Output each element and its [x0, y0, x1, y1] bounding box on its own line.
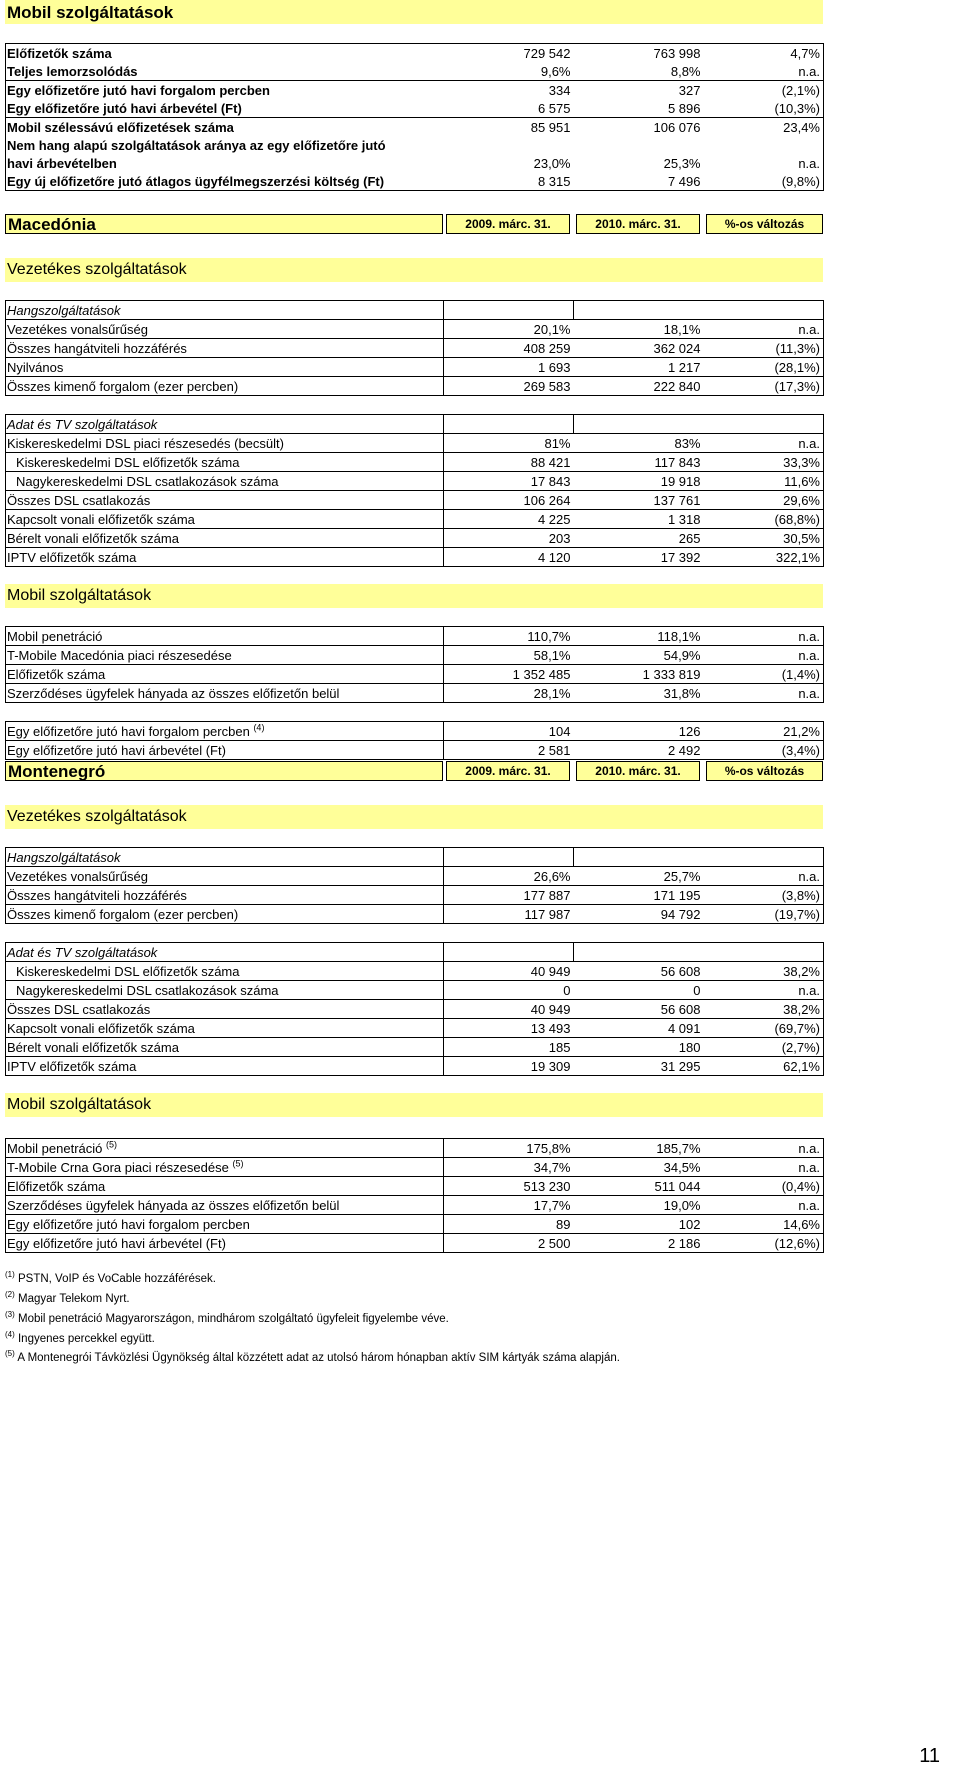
- table-row: Összes hangátviteli hozzáférés 408 259 362 024 (11,3%): [6, 339, 824, 358]
- footnote: $^{(2)}$ Magyar Telekom Nyrt.: [5, 1290, 130, 1305]
- table-row: T-Mobile Crna Gora piaci részesedése $^{(5)}$ 34,7% 34,5% n.a.: [6, 1158, 824, 1177]
- me-mobile-table: [5, 1138, 824, 1253]
- table-row: Kapcsolt vonali előfizetők száma 13 493 4 091 (69,7%): [6, 1019, 824, 1038]
- table-row: Kiskereskedelmi DSL piaci részesedés (becsült) 81% 83% n.a.: [6, 434, 824, 453]
- table-row: Vezetékes vonalsűrűség 20,1% 18,1% n.a.: [6, 320, 824, 339]
- table-row: Mobil penetráció 110,7% 118,1% n.a.: [6, 627, 824, 646]
- table-subheader: Hangszolgáltatások: [6, 848, 824, 867]
- table-row: Előfizetők száma 1 352 485 1 333 819 (1,4%): [6, 665, 824, 684]
- table-row: Kiskereskedelmi DSL előfizetők száma 40 949 56 608 38,2%: [6, 962, 824, 981]
- table-row: Bérelt vonali előfizetők száma 185 180 (2,7%): [6, 1038, 824, 1057]
- table-row: Kapcsolt vonali előfizetők száma 4 225 1 318 (68,8%): [6, 510, 824, 529]
- table-row: Egy előfizetőre jutó havi árbevétel (Ft) 6 575 5 896 (10,3%): [6, 99, 824, 118]
- fixed-services-band: Vezetékes szolgáltatások: [5, 258, 823, 282]
- me-data-table: [5, 942, 824, 1076]
- table-row: Összes DSL csatlakozás 106 264 137 761 29,6%: [6, 491, 824, 510]
- country-header-macedonia: [5, 214, 823, 236]
- table-row: Előfizetők száma 513 230 511 044 (0,4%): [6, 1177, 824, 1196]
- me-voice-table: [5, 847, 824, 924]
- footnote: $^{(4)}$ Ingyenes percekkel együtt.: [5, 1330, 155, 1345]
- footnote: $^{(1)}$ PSTN, VoIP és VoCable hozzáférések.: [5, 1270, 216, 1285]
- country-name: Macedónia: [5, 214, 443, 234]
- table-row: Nem hang alapú szolgáltatások aránya az egy előfizetőre jutó: [6, 136, 824, 154]
- col-header-change: %-os változás: [706, 761, 823, 781]
- table-row: Egy előfizetőre jutó havi árbevétel (Ft) 2 500 2 186 (12,6%): [6, 1234, 824, 1253]
- table-row: havi árbevételben 23,0% 25,3% n.a.: [6, 154, 824, 172]
- table-row: IPTV előfizetők száma 19 309 31 295 62,1%: [6, 1057, 824, 1076]
- col-header-change: %-os változás: [706, 214, 823, 234]
- country-header-montenegro: [5, 761, 823, 783]
- table-row: Kiskereskedelmi DSL előfizetők száma 88 421 117 843 33,3%: [6, 453, 824, 472]
- table-subheader: Hangszolgáltatások: [6, 301, 824, 320]
- table-row: Összes kimenő forgalom (ezer percben) 117 987 94 792 (19,7%): [6, 905, 824, 924]
- table-row: Egy előfizetőre jutó havi forgalom percben $^{(4)}$ 104 126 21,2%: [6, 722, 824, 741]
- table-row: Nagykereskedelmi DSL csatlakozások száma 17 843 19 918 11,6%: [6, 472, 824, 491]
- col-header-2010: 2010. márc. 31.: [576, 761, 700, 781]
- table-row: Szerződéses ügyfelek hányada az összes előfizetőn belül 28,1% 31,8% n.a.: [6, 684, 824, 703]
- page-number: 11: [919, 1745, 940, 1767]
- table-row: Nagykereskedelmi DSL csatlakozások száma 0 0 n.a.: [6, 981, 824, 1000]
- table-row: T-Mobile Macedónia piaci részesedése 58,1% 54,9% n.a.: [6, 646, 824, 665]
- mk-voice-table: [5, 300, 824, 396]
- mk-mobile-table: [5, 626, 824, 760]
- country-name: Montenegró: [5, 761, 443, 781]
- table-row: Egy előfizetőre jutó havi árbevétel (Ft) 2 581 2 492 (3,4%): [6, 741, 824, 760]
- section-title: Mobil szolgáltatások: [7, 3, 174, 22]
- table-row: IPTV előfizetők száma 4 120 17 392 322,1%: [6, 548, 824, 567]
- table-row: Mobil penetráció $^{(5)}$ 175,8% 185,7% n.a.: [6, 1139, 824, 1158]
- section-title-band: [5, 0, 823, 24]
- hu-mobile-table: [5, 43, 824, 191]
- col-header-2010: 2010. márc. 31.: [576, 214, 700, 234]
- mobile-services-band: Mobil szolgáltatások: [5, 584, 823, 608]
- table-row: Egy előfizetőre jutó havi forgalom percben 334 327 (2,1%): [6, 81, 824, 100]
- table-row: Összes hangátviteli hozzáférés 177 887 171 195 (3,8%): [6, 886, 824, 905]
- footnote: $^{(3)}$ Mobil penetráció Magyarországon, mindhárom szolgáltató ügyfeleit figyelembe véve.: [5, 1310, 449, 1325]
- table-row: Mobil szélessávú előfizetések száma 85 951 106 076 23,4%: [6, 118, 824, 137]
- mk-data-table: [5, 414, 824, 567]
- table-row: Vezetékes vonalsűrűség 26,6% 25,7% n.a.: [6, 867, 824, 886]
- table-row: Egy új előfizetőre jutó átlagos ügyfélmegszerzési költség (Ft) 8 315 7 496 (9,8%): [6, 172, 824, 191]
- table-row: Összes DSL csatlakozás 40 949 56 608 38,2%: [6, 1000, 824, 1019]
- table-row: Egy előfizetőre jutó havi forgalom percben 89 102 14,6%: [6, 1215, 824, 1234]
- table-row: Szerződéses ügyfelek hányada az összes előfizetőn belül 17,7% 19,0% n.a.: [6, 1196, 824, 1215]
- table-row: Összes kimenő forgalom (ezer percben) 269 583 222 840 (17,3%): [6, 377, 824, 396]
- fixed-services-band: Vezetékes szolgáltatások: [5, 805, 823, 829]
- col-header-2009: 2009. márc. 31.: [446, 761, 570, 781]
- mobile-services-band: Mobil szolgáltatások: [5, 1093, 823, 1117]
- footnote: $^{(5)}$ A Montenegrói Távközlési Ügynökség által közzétett adat az utolsó három hónapban aktív SIM kártyák száma alapján.: [5, 1349, 620, 1364]
- col-header-2009: 2009. márc. 31.: [446, 214, 570, 234]
- table-row: Bérelt vonali előfizetők száma 203 265 30,5%: [6, 529, 824, 548]
- table-row: Nyilvános 1 693 1 217 (28,1%): [6, 358, 824, 377]
- table-row: Teljes lemorzsolódás 9,6% 8,8% n.a.: [6, 62, 824, 81]
- table-subheader: Adat és TV szolgáltatások: [6, 415, 824, 434]
- table-row: Előfizetők száma 729 542 763 998 4,7%: [6, 44, 824, 63]
- table-subheader: Adat és TV szolgáltatások: [6, 943, 824, 962]
